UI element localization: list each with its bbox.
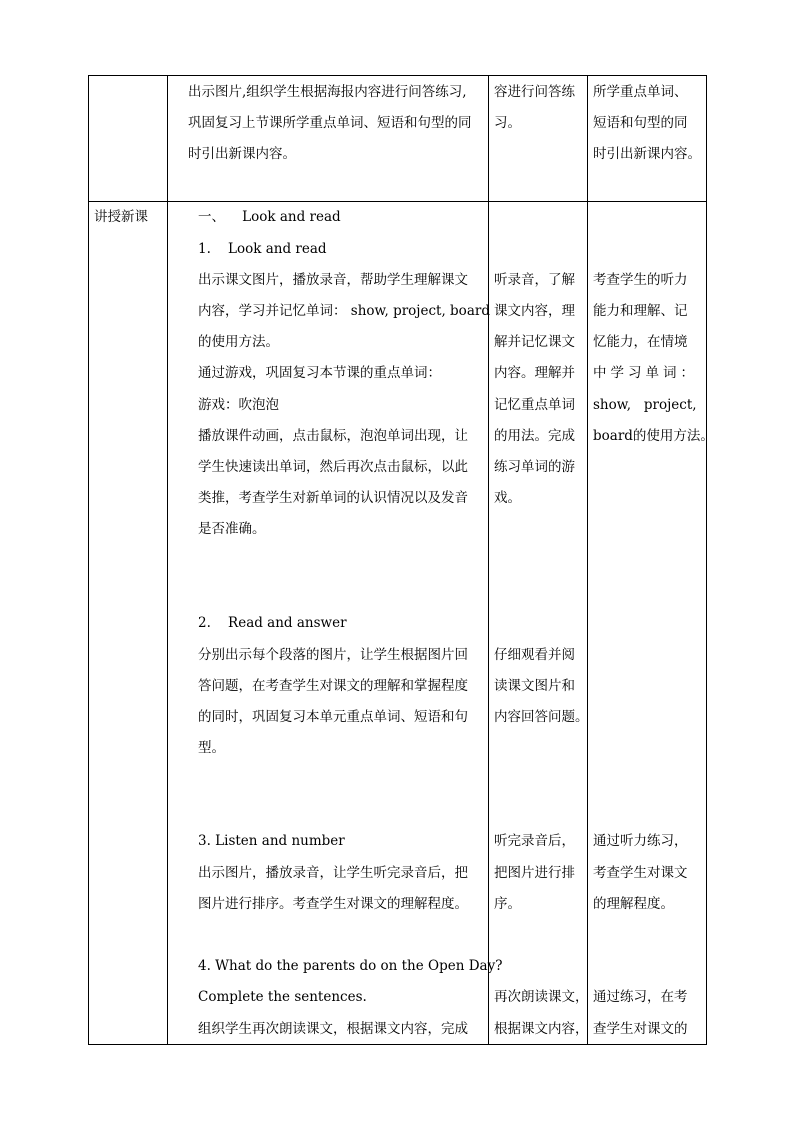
teacher-line: 的使用方法。 xyxy=(198,334,279,350)
activity-title: 4. What do the parents do on the Open Day? xyxy=(198,958,503,974)
teacher-line: 型。 xyxy=(198,740,225,756)
purpose-line: show, project, xyxy=(593,397,697,413)
purpose-line: board的使用方法。 xyxy=(593,428,714,444)
student-line: 听完录音后， xyxy=(494,833,575,849)
student-line: 练习单词的游 xyxy=(494,459,575,475)
column-divider-3 xyxy=(587,75,588,1045)
teacher-line: 是否准确。 xyxy=(198,521,266,537)
purpose-line: 通过练习，在考 xyxy=(593,989,688,1005)
teacher-line: 图片进行排序。考查学生对课文的理解程度。 xyxy=(198,896,468,912)
teacher-line: 分别出示每个段落的图片，让学生根据图片回 xyxy=(198,647,468,663)
purpose-line: 的理解程度。 xyxy=(593,896,674,912)
teacher-line: 答问题，在考查学生对课文的理解和掌握程度 xyxy=(198,678,468,694)
purpose-line: 考查学生的听力 xyxy=(593,272,688,288)
purpose-line: 时引出新课内容。 xyxy=(593,146,701,162)
activity-title: 1. Look and read xyxy=(198,241,327,257)
student-line: 序。 xyxy=(494,896,521,912)
student-line: 内容。理解并 xyxy=(494,365,575,381)
purpose-line: 忆能力，在情境 xyxy=(593,334,688,350)
teacher-line: 学生快速读出单词，然后再次点击鼠标，以此 xyxy=(198,459,468,475)
teacher-line: 的同时，巩固复习本单元重点单词、短语和句 xyxy=(198,709,468,725)
column-divider-1 xyxy=(167,75,168,1045)
table-border-bottom xyxy=(88,1044,707,1045)
activity-title: 3. Listen and number xyxy=(198,833,345,849)
student-line: 容进行问答练 xyxy=(494,84,575,100)
purpose-line: 通过听力练习， xyxy=(593,833,688,849)
purpose-line: 考查学生对课文 xyxy=(593,865,688,881)
teacher-line: 巩固复习上节课所学重点单词、短语和句型的同 xyxy=(188,115,472,131)
teacher-line: 内容，学习并记忆单词： show, project, board xyxy=(198,303,490,319)
table-border-right xyxy=(706,75,707,1045)
student-line: 把图片进行排 xyxy=(494,865,575,881)
student-line: 戏。 xyxy=(494,490,521,506)
student-line: 的用法。完成 xyxy=(494,428,575,444)
row-divider xyxy=(88,201,707,202)
column-divider-2 xyxy=(488,75,489,1045)
teacher-line: 组织学生再次朗读课文，根据课文内容，完成 xyxy=(198,1021,468,1037)
student-line: 再次朗读课文， xyxy=(494,989,589,1005)
teacher-line: 播放课件动画，点击鼠标，泡泡单词出现，让 xyxy=(198,428,468,444)
student-line: 听录音，了解 xyxy=(494,272,575,288)
purpose-line: 中学习单词： xyxy=(593,365,698,381)
table-border-top xyxy=(88,75,707,76)
section-heading: 一、 Look and read xyxy=(198,209,341,225)
activity-subtitle: Complete the sentences. xyxy=(198,989,367,1005)
student-line: 根据课文内容， xyxy=(494,1021,589,1037)
table-border-left xyxy=(88,75,89,1045)
purpose-line: 短语和句型的同 xyxy=(593,115,688,131)
student-line: 习。 xyxy=(494,115,521,131)
activity-title: 2. Read and answer xyxy=(198,615,347,631)
purpose-line: 能力和理解、记 xyxy=(593,303,688,319)
student-line: 内容回答问题。 xyxy=(494,709,589,725)
purpose-line: 查学生对课文的 xyxy=(593,1021,688,1037)
teacher-line: 通过游戏，巩固复习本节课的重点单词： xyxy=(198,365,441,381)
teacher-line: 类推，考查学生对新单词的认识情况以及发音 xyxy=(198,490,468,506)
teacher-line: 出示课文图片，播放录音，帮助学生理解课文 xyxy=(198,272,468,288)
student-line: 解并记忆课文 xyxy=(494,334,575,350)
student-line: 记忆重点单词 xyxy=(494,397,575,413)
teacher-line: 时引出新课内容。 xyxy=(188,146,296,162)
teacher-line: 游戏：吹泡泡 xyxy=(198,397,279,413)
purpose-line: 所学重点单词、 xyxy=(593,84,688,100)
student-line: 仔细观看并阅 xyxy=(494,647,575,663)
student-line: 课文内容，理 xyxy=(494,303,575,319)
teacher-line: 出示图片,组织学生根据海报内容进行问答练习, xyxy=(188,84,467,100)
student-line: 读课文图片和 xyxy=(494,678,575,694)
teacher-line: 出示图片，播放录音，让学生听完录音后，把 xyxy=(198,865,468,881)
stage-label: 讲授新课 xyxy=(94,209,148,225)
